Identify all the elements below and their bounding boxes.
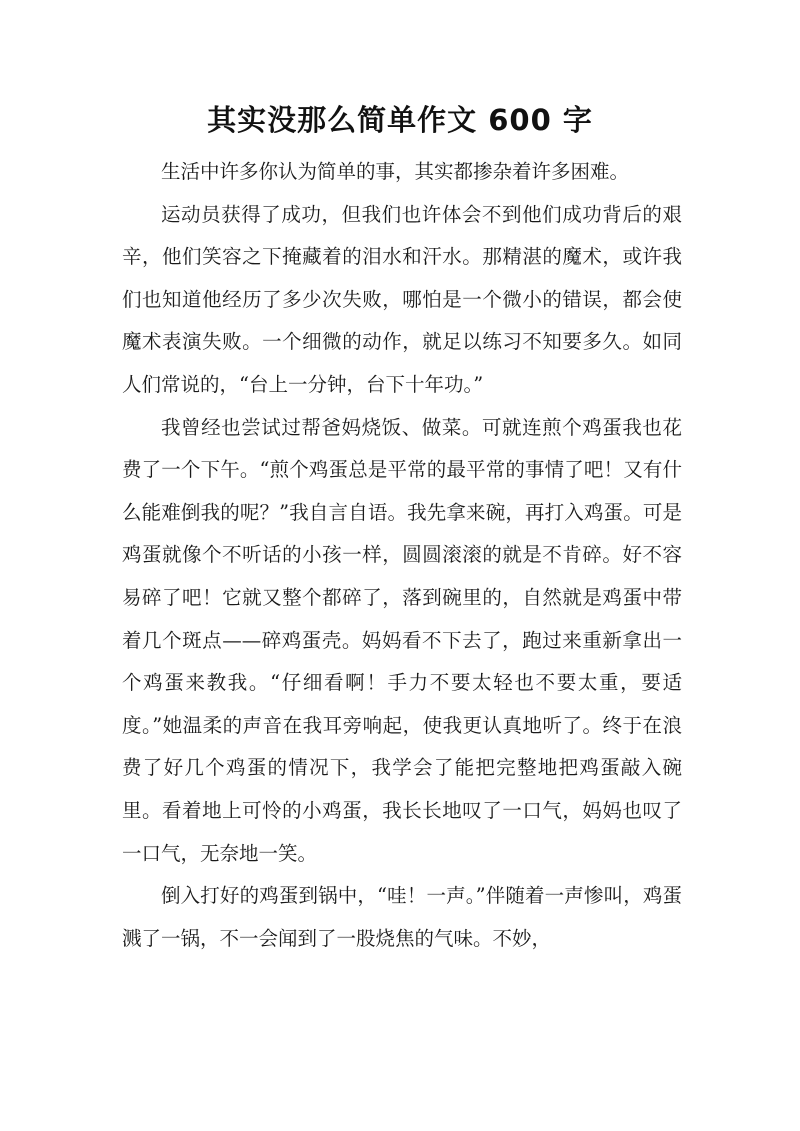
essay-body bbox=[122, 151, 682, 960]
paragraph-intro: 生活中许多你认为简单的事，其实都掺杂着许多困难。 bbox=[161, 160, 630, 183]
paragraph-frying: 倒入打好的鸡蛋到锅中，“哇！一声。”伴随着一声惨叫，鸡蛋溅了一锅，不一会闻到了一股烧焦的气味。不妙， bbox=[122, 884, 682, 950]
paragraph-athletes-magic: 运动员获得了成功，但我们也许体会不到他们成功背后的艰辛，他们笑容之下掩藏着的泪水和汗水。那精湛的魔术，或许我们也知道他经历了多少次失败，哪怕是一个微小的错误，都会使魔术表演失败。一个细微的动作，就足以练习不知要多久。如同人们常说的，“台上一分钟，台下十年功。” bbox=[122, 202, 682, 396]
paragraph-cooking-eggs: 我曾经也尝试过帮爸妈烧饭、做菜。可就连煎个鸡蛋我也花费了一个下午。“煎个鸡蛋总是平常的最平常的事情了吧！又有什么能难倒我的呢？”我自言自语。我先拿来碗，再打入鸡蛋。可是鸡蛋就像个不听话的小孩一样，圆圆滚滚的就是不肯碎。好不容易碎了吧！它就又整个都碎了，落到碗里的，自然就是鸡蛋中带着几个斑点——碎鸡蛋壳。妈妈看不下去了，跑过来重新拿出一个鸡蛋来教我。“仔细看啊！手力不要太轻也不要太重，要适度。”她温柔的声音在我耳旁响起，使我更认真地听了。终于在浪费了好几个鸡蛋的情况下，我学会了能把完整地把鸡蛋敲入碗里。看着地上可怜的小鸡蛋，我长长地叹了一口气，妈妈也叹了一口气，无奈地一笑。 bbox=[122, 415, 682, 865]
page-title: 其实没那么简单作文 600 字 bbox=[207, 103, 593, 137]
